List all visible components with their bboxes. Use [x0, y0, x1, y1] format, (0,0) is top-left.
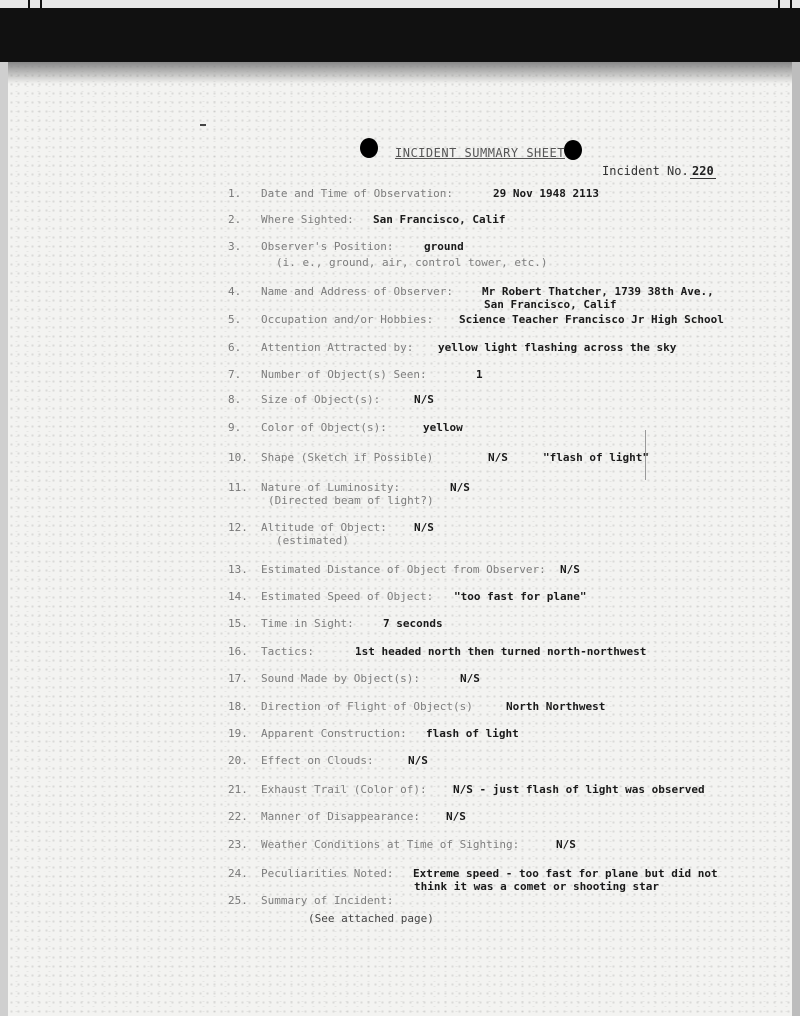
item-number: 14. [228, 590, 248, 603]
item-hint: (Directed beam of light?) [268, 494, 434, 507]
item-number: 11. [228, 481, 248, 494]
item-label: Name and Address of Observer: [261, 285, 454, 298]
paper-edge-left [0, 62, 8, 1016]
item-number: 6. [228, 341, 242, 354]
item-number: 4. [228, 285, 242, 298]
scan-tick [790, 0, 792, 16]
item-number: 7. [228, 368, 242, 381]
item-answer-continued: San Francisco, Calif [484, 298, 617, 311]
item-answer: San Francisco, Calif [373, 213, 506, 226]
item-answer: "too fast for plane" [454, 590, 587, 603]
item-label: Summary of Incident: [261, 894, 394, 907]
item-number: 9. [228, 421, 242, 434]
item-answer: N/S [556, 838, 576, 851]
item-answer: 1 [476, 368, 483, 381]
item-number: 13. [228, 563, 248, 576]
item-answer: yellow light flashing across the sky [438, 341, 677, 354]
item-label: Observer's Position: [261, 240, 394, 253]
item-hint: (i. e., ground, air, control tower, etc.) [276, 256, 548, 269]
incident-label: Incident No. [602, 164, 689, 178]
item-answer: N/S [408, 754, 428, 767]
paper-edge-right [792, 62, 800, 1016]
item-answer: flash of light [426, 727, 519, 740]
item-label: Direction of Flight of Object(s) [261, 700, 473, 713]
item-answer: ground [424, 240, 464, 253]
item-answer-continued: think it was a comet or shooting star [414, 880, 660, 893]
item-number: 24. [228, 867, 248, 880]
scan-tick [28, 0, 30, 16]
item-label: Sound Made by Object(s): [261, 672, 420, 685]
punch-hole-right [564, 140, 582, 160]
item-answer: 7 seconds [383, 617, 443, 630]
item-answer: N/S [488, 451, 508, 464]
item-label: Time in Sight: [261, 617, 354, 630]
item-label: Altitude of Object: [261, 521, 387, 534]
item-answer: Science Teacher Francisco Jr High School [459, 313, 724, 326]
item-answer: yellow [423, 421, 463, 434]
item-answer: 1st headed north then turned north-northwest [355, 645, 647, 658]
item-label: Color of Object(s): [261, 421, 387, 434]
item-label: Number of Object(s) Seen: [261, 368, 427, 381]
scan-tick [40, 0, 42, 16]
item-answer: N/S - just flash of light was observed [453, 783, 705, 796]
item-answer: N/S [460, 672, 480, 685]
item-number: 20. [228, 754, 248, 767]
item-number: 19. [228, 727, 248, 740]
item-answer: N/S [560, 563, 580, 576]
item-number: 15. [228, 617, 248, 630]
item-number: 12. [228, 521, 248, 534]
item-label: Shape (Sketch if Possible) [261, 451, 434, 464]
item-label: Apparent Construction: [261, 727, 407, 740]
item-label: Date and Time of Observation: [261, 187, 454, 200]
item-label: Estimated Distance of Object from Observer: [261, 563, 546, 576]
item-label: Where Sighted: [261, 213, 354, 226]
item-number: 16. [228, 645, 248, 658]
item-hint: (estimated) [276, 534, 349, 547]
item-number: 3. [228, 240, 242, 253]
item-label: Weather Conditions at Time of Sighting: [261, 838, 520, 851]
scan-shadow [8, 62, 792, 84]
item-label: Effect on Clouds: [261, 754, 374, 767]
item-label: Nature of Luminosity: [261, 481, 401, 494]
item-answer: Mr Robert Thatcher, 1739 38th Ave., [482, 285, 714, 298]
item-number: 10. [228, 451, 248, 464]
item-number: 5. [228, 313, 242, 326]
item-label: Attention Attracted by: [261, 341, 414, 354]
item-answer: N/S [446, 810, 466, 823]
item-answer: 29 Nov 1948 2113 [493, 187, 599, 200]
item-answer: N/S [414, 521, 434, 534]
item-answer: Extreme speed - too fast for plane but did not [413, 867, 718, 880]
item-note: (See attached page) [308, 912, 434, 925]
page-title: INCIDENT SUMMARY SHEET [395, 146, 565, 160]
item-label: Occupation and/or Hobbies: [261, 313, 434, 326]
item-number: 23. [228, 838, 248, 851]
scan-top-band [0, 0, 800, 62]
item-label: Manner of Disappearance: [261, 810, 420, 823]
item-number: 25. [228, 894, 248, 907]
item-number: 21. [228, 783, 248, 796]
item-label: Estimated Speed of Object: [261, 590, 434, 603]
scan-top-strip [0, 0, 800, 8]
item-number: 18. [228, 700, 248, 713]
item-label: Tactics: [261, 645, 314, 658]
item-number: 1. [228, 187, 242, 200]
margin-mark [200, 124, 206, 126]
item-number: 8. [228, 393, 242, 406]
punch-hole-left [360, 138, 378, 158]
item-answer-quote: "flash of light" [543, 451, 649, 464]
item-answer: North Northwest [506, 700, 606, 713]
item-label: Peculiarities Noted: [261, 867, 394, 880]
item-number: 22. [228, 810, 248, 823]
item-label: Size of Object(s): [261, 393, 381, 406]
item-label: Exhaust Trail (Color of): [261, 783, 427, 796]
incident-number: 220 [692, 164, 714, 178]
item-number: 17. [228, 672, 248, 685]
item-answer: N/S [414, 393, 434, 406]
item-number: 2. [228, 213, 242, 226]
scan-tick [778, 0, 780, 16]
item-answer: N/S [450, 481, 470, 494]
